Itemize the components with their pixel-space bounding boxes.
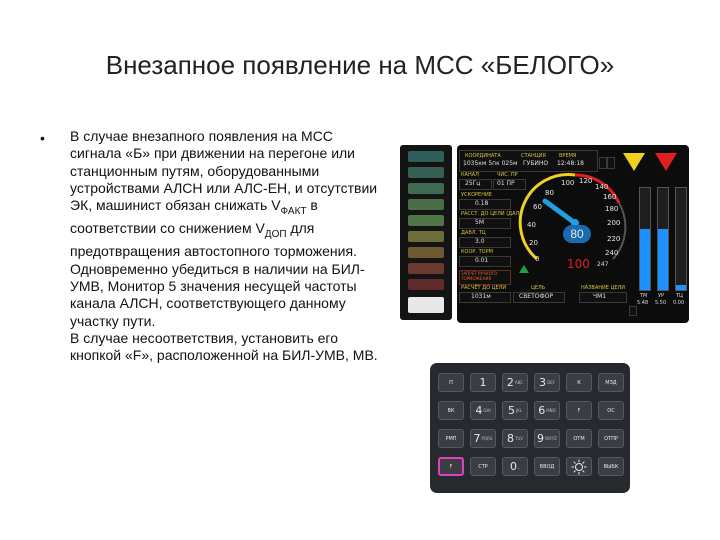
lamp-green-2 xyxy=(408,167,444,178)
text-part-3: для предотвращения автостопного торможения. Одновременно убедиться в наличии на БИЛ-УМВ, Монитор 5 значения несущей частоты канала АЛСН, соответствующего данному участку пути. xyxy=(70,220,365,329)
key-8-main: 8 xyxy=(506,432,514,445)
key-4-sub: GHI xyxy=(483,408,491,413)
key-1[interactable] xyxy=(470,373,496,392)
slide-title: Внезапное появление на МСС «БЕЛОГО» xyxy=(105,50,615,80)
subscript-dop: ДОП xyxy=(264,229,287,241)
tick-120: 120 xyxy=(579,177,593,185)
ch-num-value: 01 ПР xyxy=(497,180,515,187)
dist-label: РАССТ. ДО ЦЕЛИ (ДАЛ.) xyxy=(461,211,523,217)
time-label: ВРЕМЯ xyxy=(559,153,577,159)
ch-num-label: ЧИС. ПР xyxy=(497,172,518,178)
key-otm-label: ОТМ xyxy=(573,435,585,442)
dist-value: 5М xyxy=(475,219,484,226)
instruction-paragraph xyxy=(70,128,380,364)
key-vvod[interactable] xyxy=(534,457,560,476)
tick-60: 60 xyxy=(533,203,542,211)
key-f-label: F xyxy=(449,463,453,470)
accel-value: 0.18 xyxy=(475,200,489,207)
signal-lamp-strip xyxy=(400,145,452,320)
key-8[interactable] xyxy=(502,429,528,448)
bar-tm-value: 5.48 xyxy=(637,300,649,306)
tick-220: 220 xyxy=(607,235,621,243)
extra-value: 247 xyxy=(597,261,609,268)
speed-readout xyxy=(563,225,591,243)
key-vk[interactable] xyxy=(438,401,464,420)
bar-tm-fill xyxy=(640,229,650,290)
coord-brake-label: КООР. ТОРМ xyxy=(461,249,493,255)
text-part-1: В случае внезапного появления на МСС сигнала «Б» при движении на перегоне или станционным путям, оборудованными устройствами АЛСН или АЛС-ЕН, и отсутствии ЭК, машинист обязан снижать V xyxy=(70,128,378,214)
coord-label: КООРДИНАТА xyxy=(465,153,501,159)
key-9-main: 9 xyxy=(537,432,545,445)
bar-ur-label: УР xyxy=(658,293,665,299)
key-rmp-label: РМП xyxy=(445,435,457,442)
speed-value: 80 xyxy=(570,227,584,241)
lamp-yellow-red xyxy=(408,247,444,258)
key-otm[interactable] xyxy=(566,429,592,448)
key-vk-label: ВК xyxy=(447,407,455,414)
tick-0: 0 xyxy=(535,255,540,263)
key-0-main: 0 xyxy=(510,460,517,473)
yellow-triangle-icon xyxy=(623,153,645,171)
station-value: ГУБИНО xyxy=(523,160,549,167)
bar-tc-label: ТЦ xyxy=(676,293,683,299)
text-part-4: В случае несоответствия, установить его кнопкой «F», расположенной на БИЛ-УМВ, МВ. xyxy=(70,329,378,364)
key-vybk[interactable] xyxy=(598,457,624,476)
key-otpr-label: ОТПР xyxy=(604,435,618,442)
key-str-label: СТР xyxy=(478,463,488,470)
alert-text: ЗАПРЕТ РУЧНОГО ТОРМОЖЕНИЯ xyxy=(461,271,498,281)
key-vvod-label: ВВОД xyxy=(539,463,555,470)
key-f-top-label: F xyxy=(577,407,581,414)
brake-box xyxy=(459,237,511,248)
key-5-main: 5 xyxy=(507,404,515,417)
key-9[interactable] xyxy=(534,429,560,448)
gauge-needle xyxy=(545,201,575,223)
key-7-main: 7 xyxy=(473,432,481,445)
key-4[interactable] xyxy=(470,401,496,420)
key-3[interactable] xyxy=(534,373,560,392)
key-8-sub: TUV xyxy=(514,436,524,441)
keypad-bil-umv xyxy=(430,363,630,493)
brake-value: 3.0 xyxy=(475,238,485,245)
brake-label: ДАВЛ. ТЦ xyxy=(461,230,486,236)
lamp-green-4 xyxy=(408,199,444,210)
lamp-white xyxy=(408,297,444,313)
footer-value-2: СВЕТОФОР xyxy=(519,293,553,300)
key-p[interactable] xyxy=(438,373,464,392)
brightness-icon xyxy=(571,459,587,475)
bar-ur-fill xyxy=(658,229,668,290)
key-2-main: 2 xyxy=(506,376,514,389)
key-f-top[interactable] xyxy=(566,401,592,420)
key-6-sub: MNO xyxy=(546,408,556,413)
tick-240: 240 xyxy=(605,249,619,257)
key-os[interactable] xyxy=(598,401,624,420)
bar-tc-fill xyxy=(676,285,686,290)
key-k[interactable] xyxy=(566,373,592,392)
coord-brake-value: 0.01 xyxy=(475,257,489,264)
tick-100: 100 xyxy=(561,179,575,187)
tick-40: 40 xyxy=(527,221,536,229)
tick-20: 20 xyxy=(529,239,538,247)
channel-value: 25Гц xyxy=(465,180,481,187)
bar-ur xyxy=(657,187,669,291)
tick-180: 180 xyxy=(605,205,619,213)
dist-box xyxy=(459,218,511,229)
subscript-fact: ФАКТ xyxy=(280,205,307,217)
key-3-main: 3 xyxy=(539,376,547,389)
tick-200: 200 xyxy=(607,219,621,227)
key-3-sub: DEF xyxy=(547,380,555,385)
key-7[interactable] xyxy=(470,429,496,448)
locomotive-display xyxy=(457,145,689,323)
footer-label-3: НАЗВАНИЕ ЦЕЛИ xyxy=(581,285,626,291)
key-0[interactable] xyxy=(502,457,528,476)
tick-160: 160 xyxy=(603,193,617,201)
text-part-2: в соответствии со снижением V xyxy=(70,197,318,237)
key-p-label: П xyxy=(449,379,453,386)
tick-80: 80 xyxy=(545,189,554,197)
accel-label: УСКОРЕНИЕ xyxy=(461,192,492,198)
coord-value: 1035км 5пк 025м xyxy=(463,160,518,167)
speed-limit: 100 xyxy=(567,257,590,271)
lamp-red-1 xyxy=(408,263,444,274)
key-mzd-label: МЗД xyxy=(605,379,617,386)
key-1-main: 1 xyxy=(479,376,487,389)
bar-tm-label: ТМ xyxy=(640,293,648,299)
footer-label-2: ЦЕЛЬ xyxy=(531,285,546,291)
tick-140: 140 xyxy=(595,183,609,191)
key-0-sub: _ xyxy=(518,464,520,469)
key-otpr[interactable] xyxy=(598,429,624,448)
key-2[interactable] xyxy=(502,373,528,392)
red-triangle-icon xyxy=(655,153,677,171)
bar-tm xyxy=(639,187,651,291)
channel-label: КАНАЛ xyxy=(461,172,479,178)
key-9-sub: WXYZ xyxy=(545,436,557,441)
key-6[interactable] xyxy=(534,401,560,420)
bullet-marker: • xyxy=(40,130,45,146)
key-str[interactable] xyxy=(470,457,496,476)
footer-label-1: РАСЧЁТ ДО ЦЕЛИ xyxy=(461,285,507,291)
key-mzd[interactable] xyxy=(598,373,624,392)
lamp-green-5 xyxy=(408,215,444,226)
key-brightness[interactable] xyxy=(566,457,592,476)
footer-value-1: 1031м xyxy=(471,293,491,300)
key-6-main: 6 xyxy=(538,404,546,417)
key-5[interactable] xyxy=(502,401,528,420)
bar-tc xyxy=(675,187,687,291)
key-5-sub: JKL xyxy=(515,408,523,413)
time-value: 12:48:18 xyxy=(557,160,584,167)
key-f[interactable] xyxy=(438,457,464,476)
lamp-green-3 xyxy=(408,183,444,194)
bar-ur-value: 5.50 xyxy=(655,300,667,306)
key-os-label: ОС xyxy=(607,407,615,414)
station-label: СТАНЦИЯ xyxy=(521,153,546,159)
key-2-sub: ABC xyxy=(514,380,524,385)
lamp-green-1 xyxy=(408,151,444,162)
key-vybk-label: ВЫБК xyxy=(603,463,619,470)
key-4-main: 4 xyxy=(475,404,483,417)
key-rmp[interactable] xyxy=(438,429,464,448)
key-7-sub: PQRS xyxy=(481,436,493,441)
footer-value-3: ЧМ1 xyxy=(593,293,607,300)
lamp-yellow xyxy=(408,231,444,242)
green-arrow-icon xyxy=(519,265,529,273)
lamp-red-2 xyxy=(408,279,444,290)
bar-tc-value: 0.00 xyxy=(673,300,685,306)
key-k-label: К xyxy=(577,379,581,386)
footer-box-4 xyxy=(629,306,637,316)
